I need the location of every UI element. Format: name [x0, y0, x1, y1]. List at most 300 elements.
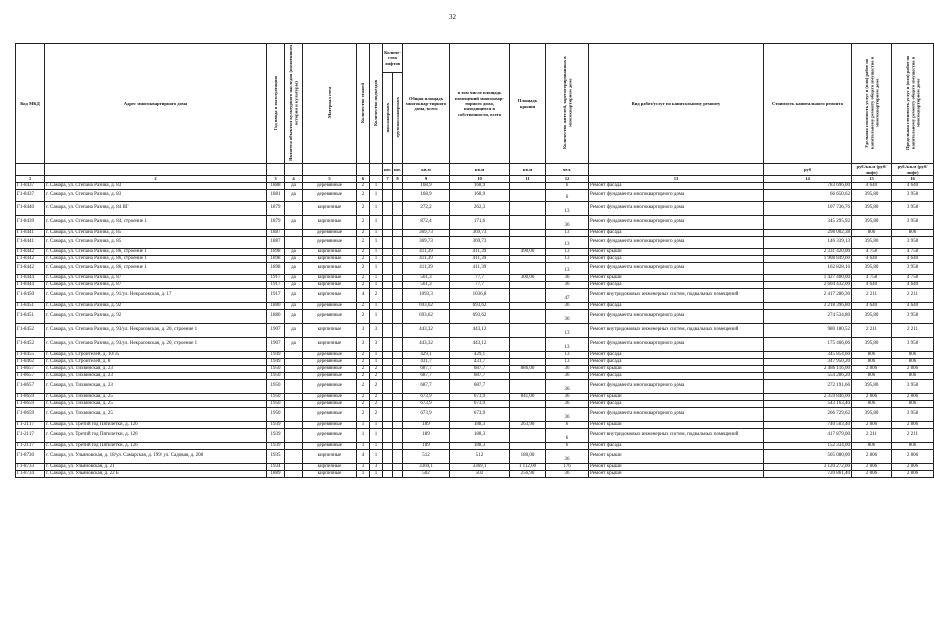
cell-material: деревянные	[303, 407, 357, 421]
unit-area-owned: кв.м	[450, 164, 510, 176]
table-row	[16, 337, 934, 351]
cell-work-type: Ремонт фундамента многоквартирного дома	[589, 379, 764, 393]
cell-floors: 2	[357, 281, 370, 288]
cell-heritage	[285, 351, 303, 358]
cell-work-type: Ремонт фундамента многоквартирного дома	[589, 337, 764, 351]
cell-unit-cost: 4 758	[852, 274, 892, 281]
cell-lifts-cargo	[393, 274, 403, 281]
cell-heritage	[285, 229, 303, 236]
cell-code: Г1-8442	[16, 248, 45, 255]
cell-unit-cost: 395,80	[852, 379, 892, 393]
cell-lifts-cargo	[393, 281, 403, 288]
cell-year: 1898	[267, 248, 285, 255]
cell-lifts-pass	[383, 302, 393, 309]
cell-area-owned: 687,7	[450, 372, 510, 379]
header-lifts: Количе-ство лифтов	[383, 44, 403, 73]
cell-heritage	[285, 407, 303, 421]
cell-roof-area	[510, 372, 546, 379]
cell-residents: 36	[546, 393, 589, 400]
cell-code: Г1-8730	[16, 449, 45, 463]
cell-area-owned: 262,3	[450, 201, 510, 215]
cell-unit-cost: 806	[852, 229, 892, 236]
cell-lifts-cargo	[393, 215, 403, 229]
cell-roof-area	[510, 281, 546, 288]
header-residents: Количество жителей, зарегистрированных в многоквартирном доме	[546, 44, 589, 164]
cell-floors: 3	[357, 337, 370, 351]
cell-area-total: 411,39	[403, 248, 450, 255]
cell-area-owned: 411,39	[450, 262, 510, 274]
header-lifts-cargo: грузопассажирских	[393, 73, 403, 164]
cell-roof-area: 1 112,00	[510, 463, 546, 470]
cell-unit-cost: 395,80	[852, 262, 892, 274]
cell-residents: 36	[546, 365, 589, 372]
table-row	[16, 351, 934, 358]
table-row	[16, 470, 934, 477]
cell-lifts-pass	[383, 351, 393, 358]
cell-roof-area: 841,00	[510, 393, 546, 400]
table-row	[16, 379, 934, 393]
header-area-total: Общая площадь многоквар-тирного дома, всего	[403, 44, 450, 164]
cell-roof-area	[510, 407, 546, 421]
cell-lifts-cargo	[393, 470, 403, 477]
cell-residents: 13	[546, 229, 589, 236]
cell-entrances: 1	[370, 215, 383, 229]
cell-lifts-cargo	[393, 400, 403, 407]
cell-unit-cost: 806	[852, 358, 892, 365]
cell-max-cost: 2 806	[892, 449, 934, 463]
cell-floors: 2	[357, 229, 370, 236]
cell-material: деревянные	[303, 236, 357, 248]
cell-area-owned: 429,1	[450, 351, 510, 358]
cell-material: деревянные	[303, 393, 357, 400]
cell-address: г. Самара, ул. Третий год Пятилетки, д. 126	[45, 428, 267, 442]
cell-roof-area	[510, 288, 546, 302]
cell-unit-cost: 4 758	[852, 248, 892, 255]
cell-code: Г1-2117	[16, 442, 45, 449]
cell-residents: 36	[546, 309, 589, 323]
cell-max-cost: 3 958	[892, 201, 934, 215]
cell-max-cost: 2 806	[892, 470, 934, 477]
cell-residents: 13	[546, 351, 589, 358]
cell-area-owned: 687,7	[450, 379, 510, 393]
cell-area-total: 431,7	[403, 358, 450, 365]
cell-unit-cost: 806	[852, 372, 892, 379]
header-max-cost: Предельная стоимость услуг и (или) работ по капитальному ремонту общего имущества в многоквартирном доме	[892, 44, 934, 164]
table-row	[16, 262, 934, 274]
cell-floors: 2	[357, 407, 370, 421]
cell-lifts-cargo	[393, 442, 403, 449]
cell-roof-area	[510, 255, 546, 262]
cell-lifts-pass	[383, 393, 393, 400]
cell-floors: 2	[357, 255, 370, 262]
cell-residents: 36	[546, 274, 589, 281]
table-row	[16, 288, 934, 302]
table-row	[16, 449, 934, 463]
cell-lifts-pass	[383, 442, 393, 449]
cell-material: кирпичные	[303, 215, 357, 229]
cell-work-type: Ремонт фасада	[589, 229, 764, 236]
column-number	[370, 175, 383, 182]
cell-entrances: 1	[370, 236, 383, 248]
cell-lifts-pass	[383, 236, 393, 248]
header-work-type: Вид работ/услуг по капитальному ремонту	[589, 44, 764, 164]
cell-cost: 345 854,60	[764, 351, 852, 358]
table-row	[16, 372, 934, 379]
cell-code: Г1-8455	[16, 351, 45, 358]
cell-material: деревянные	[303, 379, 357, 393]
cell-work-type: Ремонт крыши	[589, 365, 764, 372]
cell-max-cost: 806	[892, 442, 934, 449]
cell-max-cost: 806	[892, 400, 934, 407]
cell-lifts-cargo	[393, 428, 403, 442]
cell-work-type: Ремонт фундамента многоквартирного дома	[589, 236, 764, 248]
cell-lifts-cargo	[393, 463, 403, 470]
cell-address: г. Самара, ул. Ульяновская, д. 18/ул. Самарская, д. 199/ ул. Садовая, д. 208	[45, 449, 267, 463]
cell-work-type: Ремонт крыши	[589, 463, 764, 470]
table-row	[16, 309, 934, 323]
column-number: 11	[510, 175, 546, 182]
cell-lifts-pass	[383, 229, 393, 236]
cell-max-cost: 806	[892, 372, 934, 379]
cell-floors: 2	[357, 365, 370, 372]
cell-unit-cost: 2 806	[852, 449, 892, 463]
cell-residents: 13	[546, 201, 589, 215]
cell-floors: 2	[357, 351, 370, 358]
cell-entrances: 1	[370, 248, 383, 255]
cell-year: 1888	[267, 182, 285, 189]
repair-register-table	[15, 43, 934, 478]
cell-cost: 345 295,92	[764, 215, 852, 229]
cell-heritage	[285, 421, 303, 428]
cell-residents: 36	[546, 400, 589, 407]
cell-area-total: 411,39	[403, 255, 450, 262]
cell-address: г. Самара, ул. Тихвинская, д. 25	[45, 393, 267, 400]
cell-roof-area	[510, 442, 546, 449]
cell-code: Г1-8441	[16, 229, 45, 236]
cell-floors: 4	[357, 449, 370, 463]
cell-heritage	[285, 463, 303, 470]
cell-lifts-cargo	[393, 365, 403, 372]
cell-material: кирпичные	[303, 274, 357, 281]
cell-material: деревянные	[303, 358, 357, 365]
table-row	[16, 421, 934, 428]
cell-max-cost: 4 640	[892, 302, 934, 309]
column-number: 10	[450, 175, 510, 182]
cell-work-type: Ремонт внутридомовых инженерных систем, подвальных помещений	[589, 428, 764, 442]
cell-area-owned: 443,12	[450, 337, 510, 351]
table-row	[16, 189, 934, 201]
cell-material: кирпичные	[303, 255, 357, 262]
cell-floors: 2	[357, 372, 370, 379]
cell-material: деревянные	[303, 365, 357, 372]
cell-cost: 417 879,00	[764, 428, 852, 442]
cell-entrances: 1	[370, 201, 383, 215]
cell-cost: 274 534,80	[764, 309, 852, 323]
header-address: Адрес многоквартирного дома	[45, 44, 267, 164]
table-body	[16, 182, 934, 477]
cell-year: 1907	[267, 323, 285, 337]
cell-address: г. Самара, ул. Степана Разина, д. 86, строение 1	[45, 255, 267, 262]
cell-heritage	[285, 365, 303, 372]
cell-year: 1879	[267, 215, 285, 229]
cell-code: Г1-8659	[16, 407, 45, 421]
cell-material: кирпичные	[303, 248, 357, 255]
cell-area-owned: 77,7	[450, 274, 510, 281]
cell-area-owned: 77,7	[450, 281, 510, 288]
cell-area-total: 369,73	[403, 229, 450, 236]
cell-area-owned: 369,73	[450, 236, 510, 248]
cell-code: Г1-8444	[16, 281, 45, 288]
cell-year: 1917	[267, 274, 285, 281]
cell-cost: 720 861,40	[764, 470, 852, 477]
cell-floors: 4	[357, 288, 370, 302]
cell-address: г. Самара, ул. Степана Разина, д. 83	[45, 182, 267, 189]
cell-work-type: Ремонт фасада	[589, 442, 764, 449]
table-row	[16, 393, 934, 400]
cell-address: г. Самара, ул. Степана Разина, д. 84, строение 1	[45, 215, 267, 229]
cell-year: 1887	[267, 229, 285, 236]
cell-floors: 1	[357, 421, 370, 428]
cell-lifts-pass	[383, 470, 393, 477]
cell-lifts-cargo	[393, 309, 403, 323]
cell-lifts-pass	[383, 400, 393, 407]
cell-work-type: Ремонт фасада	[589, 302, 764, 309]
cell-material: деревянные	[303, 421, 357, 428]
cell-lifts-cargo	[393, 407, 403, 421]
cell-floors: 1	[357, 442, 370, 449]
cell-area-total: 3369,1	[403, 463, 450, 470]
header-lifts-pass: пассажирских	[383, 73, 393, 164]
cell-residents: 6	[546, 182, 589, 189]
cell-max-cost: 2 806	[892, 463, 934, 470]
cell-area-total: 687,7	[403, 372, 450, 379]
table-row	[16, 302, 934, 309]
cell-lifts-pass	[383, 407, 393, 421]
cell-max-cost: 2 211	[892, 428, 934, 442]
cell-residents: 176	[546, 463, 589, 470]
cell-max-cost: 3 958	[892, 236, 934, 248]
cell-material: кирпичные	[303, 288, 357, 302]
cell-heritage: да	[285, 215, 303, 229]
cell-cost: 980 180,52	[764, 323, 852, 337]
cell-max-cost: 3 958	[892, 215, 934, 229]
cell-residents: 36	[546, 379, 589, 393]
header-heritage: Является объектом культурного наследия (памятником истории и культуры)	[285, 44, 303, 164]
cell-code: Г1-8444	[16, 274, 45, 281]
cell-heritage	[285, 400, 303, 407]
cell-area-total: 502	[403, 470, 450, 477]
cell-address: г. Самара, ул. Степана Разина, д. 84 ВГ	[45, 201, 267, 215]
cell-code: Г1-8733	[16, 463, 45, 470]
cell-area-owned: 673,9	[450, 400, 510, 407]
column-number: 6	[357, 175, 370, 182]
header-material: Материал стен	[303, 44, 357, 164]
cell-max-cost: 2 806	[892, 393, 934, 400]
cell-cost: 3 120 272,00	[764, 463, 852, 470]
cell-material: деревянные	[303, 189, 357, 201]
table-row	[16, 428, 934, 442]
cell-entrances: 1	[370, 255, 383, 262]
cell-lifts-pass	[383, 288, 393, 302]
cell-area-total: 693,62	[403, 302, 450, 309]
cell-area-total: 673,9	[403, 393, 450, 400]
cell-area-owned: 411,39	[450, 248, 510, 255]
cell-entrances: 2	[370, 407, 383, 421]
cell-lifts-cargo	[393, 182, 403, 189]
cell-unit-cost: 4 640	[852, 302, 892, 309]
cell-unit-cost: 2 806	[852, 393, 892, 400]
cell-material: деревянные	[303, 428, 357, 442]
cell-lifts-cargo	[393, 236, 403, 248]
cell-material: деревянные	[303, 351, 357, 358]
table-row	[16, 442, 934, 449]
cell-heritage: да	[285, 288, 303, 302]
cell-work-type: Ремонт внутридомовых инженерных систем, подвальных помещений	[589, 323, 764, 337]
cell-heritage: да	[285, 255, 303, 262]
cell-entrances: 3	[370, 323, 383, 337]
cell-floors: 2	[357, 215, 370, 229]
cell-unit-cost: 395,80	[852, 309, 892, 323]
cell-residents: 36	[546, 215, 589, 229]
cell-roof-area	[510, 229, 546, 236]
cell-address: г. Самара, ул. Степана Разина, д. 93/ул. Некрасовская, д. 20, строение 1	[45, 323, 267, 337]
header-entrances: Количество подъездов	[370, 44, 383, 164]
cell-area-total: 872,4	[403, 215, 450, 229]
cell-entrances: 1	[370, 182, 383, 189]
cell-max-cost: 3 958	[892, 407, 934, 421]
cell-area-owned: 673,9	[450, 393, 510, 400]
cell-floors: 2	[357, 379, 370, 393]
column-numbers-row	[16, 175, 934, 182]
header-floors: Количество этажей	[357, 44, 370, 164]
cell-roof-area	[510, 337, 546, 351]
cell-material: кирпичные	[303, 323, 357, 337]
cell-residents: 13	[546, 323, 589, 337]
cell-year: 1898	[267, 255, 285, 262]
cell-cost: 3 218 396,80	[764, 302, 852, 309]
cell-code: Г1-8437	[16, 182, 45, 189]
page-number: 32	[449, 13, 456, 21]
cell-heritage: да	[285, 323, 303, 337]
cell-roof-area: 263,90	[510, 421, 546, 428]
cell-code: Г1-8657	[16, 372, 45, 379]
cell-residents: 36	[546, 281, 589, 288]
cell-address: г. Самара, ул. Тихвинская, д. 25	[45, 407, 267, 421]
cell-work-type: Ремонт фасада	[589, 400, 764, 407]
cell-material: кирпичные	[303, 262, 357, 274]
cell-lifts-pass	[383, 358, 393, 365]
cell-roof-area	[510, 189, 546, 201]
unit-cost: руб	[764, 164, 852, 176]
cell-year: 1880	[267, 309, 285, 323]
cell-cost: 152 334,00	[764, 442, 852, 449]
cell-code: Г1-8452	[16, 323, 45, 337]
cell-roof-area	[510, 201, 546, 215]
cell-roof-area	[510, 215, 546, 229]
cell-address: г. Самара, ул. Степана Разина, д. 93/ул. Некрасовская, д. 20, строение 1	[45, 337, 267, 351]
cell-entrances: 2	[370, 379, 383, 393]
cell-roof-area	[510, 400, 546, 407]
cell-roof-area	[510, 309, 546, 323]
cell-area-owned: 443,12	[450, 323, 510, 337]
cell-max-cost: 806	[892, 358, 934, 365]
cell-residents: 13	[546, 358, 589, 365]
cell-area-owned: 1036,8	[450, 288, 510, 302]
cell-address: г. Самара, ул. Ульяновская, д. 21	[45, 463, 267, 470]
cell-entrances: 1	[370, 421, 383, 428]
table-row	[16, 358, 934, 365]
cell-cost: 783 696,00	[764, 182, 852, 189]
cell-heritage	[285, 449, 303, 463]
cell-address: г. Самара, ул. Степана Разина, д. 83	[45, 189, 267, 201]
cell-floors: 2	[357, 182, 370, 189]
cell-area-owned: 512	[450, 449, 510, 463]
cell-heritage: да	[285, 248, 303, 255]
cell-lifts-cargo	[393, 337, 403, 351]
cell-entrances: 1	[370, 302, 383, 309]
cell-max-cost: 4 758	[892, 274, 934, 281]
cell-code: Г1-8657	[16, 379, 45, 393]
cell-year: 1880	[267, 302, 285, 309]
cell-area-owned: 188,3	[450, 428, 510, 442]
cell-code: Г1-8441	[16, 236, 45, 248]
cell-work-type: Ремонт внутридомовых инженерных систем, подвальных помещений	[589, 288, 764, 302]
cell-work-type: Ремонт фундамента многоквартирного дома	[589, 309, 764, 323]
cell-max-cost: 3 958	[892, 189, 934, 201]
cell-cost: 2 417 286,30	[764, 288, 852, 302]
cell-roof-area: 256,90	[510, 470, 546, 477]
cell-cost: 1 427 400,00	[764, 274, 852, 281]
cell-year: 1889	[267, 470, 285, 477]
cell-lifts-cargo	[393, 248, 403, 255]
cell-area-owned: 687,7	[450, 365, 510, 372]
cell-roof-area: 180,00	[510, 449, 546, 463]
cell-entrances: 2	[370, 400, 383, 407]
cell-year: 1907	[267, 337, 285, 351]
cell-entrances: 2	[370, 288, 383, 302]
cell-unit-cost: 806	[852, 400, 892, 407]
cell-area-total: 673,9	[403, 407, 450, 421]
cell-lifts-pass	[383, 189, 393, 201]
cell-code: Г1-8442	[16, 262, 45, 274]
cell-max-cost: 806	[892, 229, 934, 236]
table-row	[16, 229, 934, 236]
cell-area-owned: 188,3	[450, 421, 510, 428]
cell-code: Г1-8659	[16, 393, 45, 400]
cell-lifts-pass	[383, 309, 393, 323]
cell-work-type: Ремонт фасада	[589, 281, 764, 288]
cell-entrances: 1	[370, 442, 383, 449]
cell-material: кирпичные	[303, 463, 357, 470]
cell-work-type: Ремонт фасада	[589, 182, 764, 189]
cell-address: г. Самара, ул. Степана Разина, д. 91/ул. Некрасовская, д. 17	[45, 288, 267, 302]
cell-lifts-pass	[383, 463, 393, 470]
cell-cost: 298 002,38	[764, 229, 852, 236]
cell-area-total: 443,32	[403, 323, 450, 337]
cell-work-type: Ремонт фундамента многоквартирного дома	[589, 262, 764, 274]
cell-heritage: да	[285, 274, 303, 281]
cell-cost: 2 604 432,00	[764, 281, 852, 288]
header-area-owned: в том числе площадь помещений многоквар-тирного дома, находящихся в собственности, всего	[450, 44, 510, 164]
cell-heritage	[285, 428, 303, 442]
unit-lifts-pass: шт.	[383, 164, 393, 176]
units-row	[16, 164, 934, 176]
cell-max-cost: 3 958	[892, 262, 934, 274]
cell-address: г. Самара, ул. Степана Разина, д. 92	[45, 302, 267, 309]
cell-area-total: 168,9	[403, 182, 450, 189]
cell-cost: 347 950,20	[764, 358, 852, 365]
cell-unit-cost: 806	[852, 442, 892, 449]
